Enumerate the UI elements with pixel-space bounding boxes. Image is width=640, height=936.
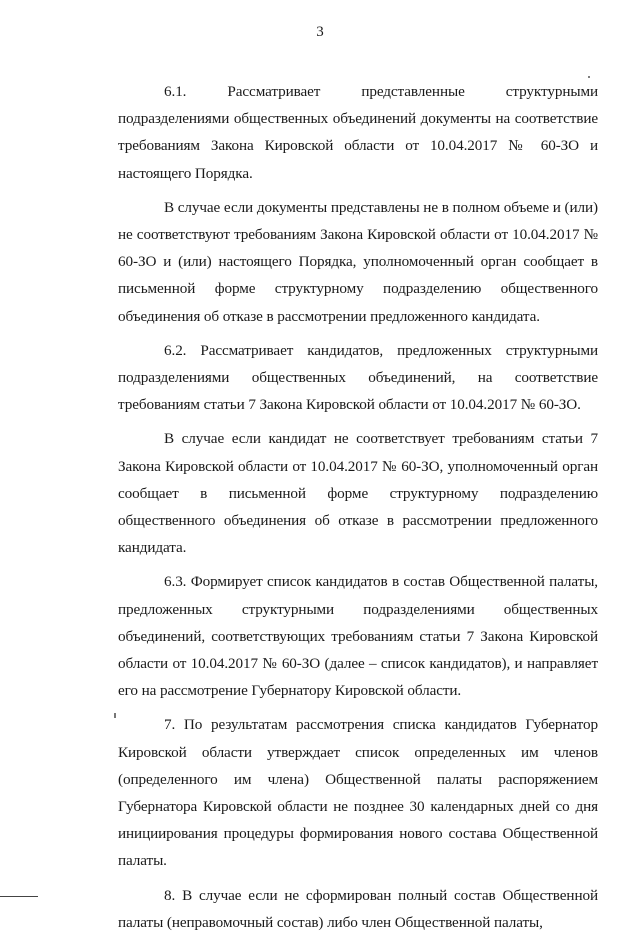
paragraph-8: 8. В случае если не сформирован полный состав Общественной палаты (неправомочный состав) либо член Общественной палаты, [118,886,598,931]
document-body [118,78,598,936]
paragraph-6-1: 6.1. Рассматривает представленные структурными подразделениями общественных объединений документы на соответствие требованиям Закона Кировской области от 10.04.2017 № 60-ЗО и настоящего Порядка. [118,83,598,182]
paragraph-6-3: 6.3. Формирует список кандидатов в состав Общественной палаты, предложенных структурными подразделениями общественных объединений, соответствующих требованиям статьи 7 Закона Кировской области от 10.04.2017 № 60-ЗО (далее – список кандидатов), и направляет его на рассмотрение Губернатору Кировской области. [118,573,598,700]
footer-rule [0,896,38,897]
paragraph-6-2: 6.2. Рассматривает кандидатов, предложенных структурными подразделениями общественных объединений, на соответствие требованиям статьи 7 Закона Кировской области от 10.04.2017 № 60-ЗО. [118,341,598,414]
paragraph-6-2-refusal: В случае если кандидат не соответствует требованиям статьи 7 Закона Кировской области от 10.04.2017 № 60-ЗО, уполномоченный орган сообщает в письменной форме структурному подразделению общественного объединения об отказе в рассмотрении предложенного кандидата. [118,430,598,557]
paragraph-6-1-refusal: В случае если документы представлены не в полном объеме и (или) не соответствуют требованиям Закона Кировской области от 10.04.2017 № 60-ЗО и (или) настоящего Порядка, уполномоченный орган сообщает в письменной форме структурному подразделению общественного объединения об отказе в рассмотрении предложенного кандидата. [118,198,598,325]
page-number: 3 [316,24,324,40]
paragraph-7: 7. По результатам рассмотрения списка кандидатов Губернатор Кировской области утверждает список определенных им членов (определенного им члена) Общественной палаты распоряжением Губернатора Кировской области не позднее 30 календарных дней со дня инициирования процедуры формирования нового состава Общественной палаты. [118,716,598,870]
scan-artifact-mark [114,713,116,718]
